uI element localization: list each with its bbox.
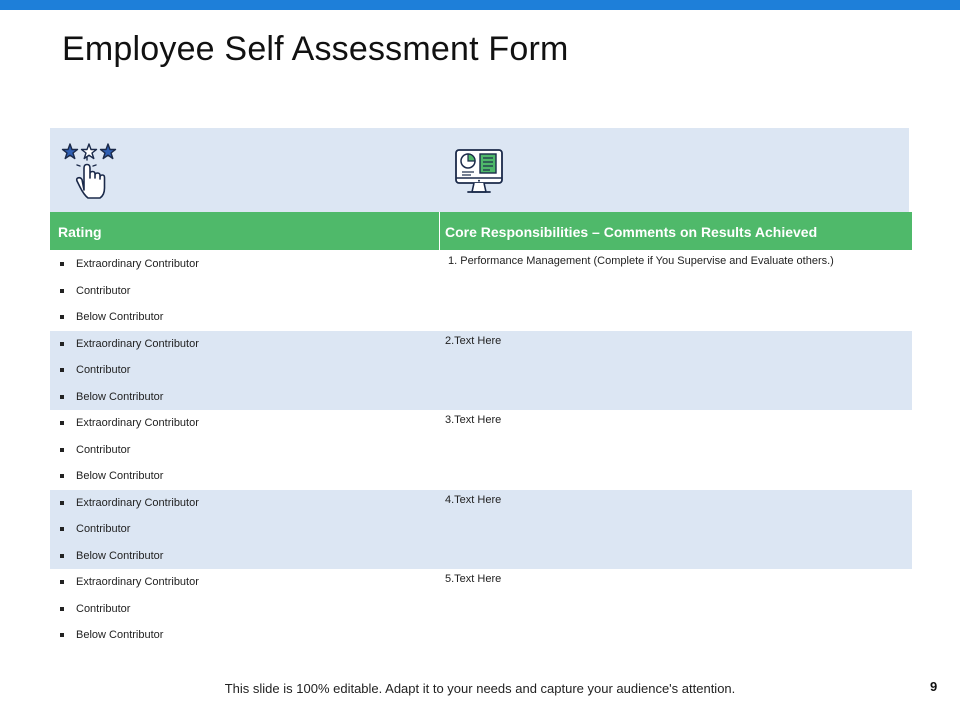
rating-option: Below Contributor <box>60 304 199 331</box>
header-divider <box>439 212 440 250</box>
footer-note: This slide is 100% editable. Adapt it to your needs and capture your audience's attention. <box>224 681 736 696</box>
rating-options <box>60 490 199 570</box>
rating-option: Extraordinary Contributor <box>60 569 199 596</box>
rating-option: Contributor <box>60 357 199 384</box>
table-row <box>50 251 912 331</box>
rating-options <box>60 410 199 490</box>
core-responsibilities-column-header: Core Responsibilities – Comments on Results Achieved <box>445 224 818 240</box>
rating-option: Contributor <box>60 596 199 623</box>
rating-option: Contributor <box>60 437 199 464</box>
rating-options <box>60 331 199 411</box>
rating-option: Below Contributor <box>60 463 199 490</box>
icon-band <box>50 128 909 212</box>
rating-options <box>60 569 199 649</box>
rating-option: Below Contributor <box>60 543 199 570</box>
rating-option: Extraordinary Contributor <box>60 490 199 517</box>
table-row <box>50 410 912 490</box>
top-accent-bar <box>0 0 960 10</box>
comment-cell: 1. Performance Management (Complete if You Supervise and Evaluate others.) <box>448 255 834 267</box>
table-header-row <box>50 212 912 250</box>
rating-option: Extraordinary Contributor <box>60 410 199 437</box>
comment-cell: 4.Text Here <box>445 493 502 506</box>
page-title: Employee Self Assessment Form <box>62 30 569 68</box>
rating-option: Extraordinary Contributor <box>60 331 199 358</box>
rating-column-header: Rating <box>58 224 102 240</box>
rating-option: Below Contributor <box>60 622 199 649</box>
table-row <box>50 569 912 649</box>
rating-option: Contributor <box>60 516 199 543</box>
table-row <box>50 331 912 411</box>
comment-cell: 2.Text Here <box>445 334 502 347</box>
assessment-table-body <box>50 251 912 649</box>
page-number: 9 <box>930 679 938 694</box>
rating-options <box>60 251 199 331</box>
comment-cell: 5.Text Here <box>445 573 502 585</box>
rating-option: Below Contributor <box>60 384 199 411</box>
monitor-dashboard-icon <box>454 148 504 198</box>
rating-option: Extraordinary Contributor <box>60 251 199 278</box>
comment-cell: 3.Text Here <box>445 414 502 426</box>
table-row <box>50 490 912 570</box>
rating-option: Contributor <box>60 278 199 305</box>
rating-stars-hand-icon <box>60 142 120 202</box>
